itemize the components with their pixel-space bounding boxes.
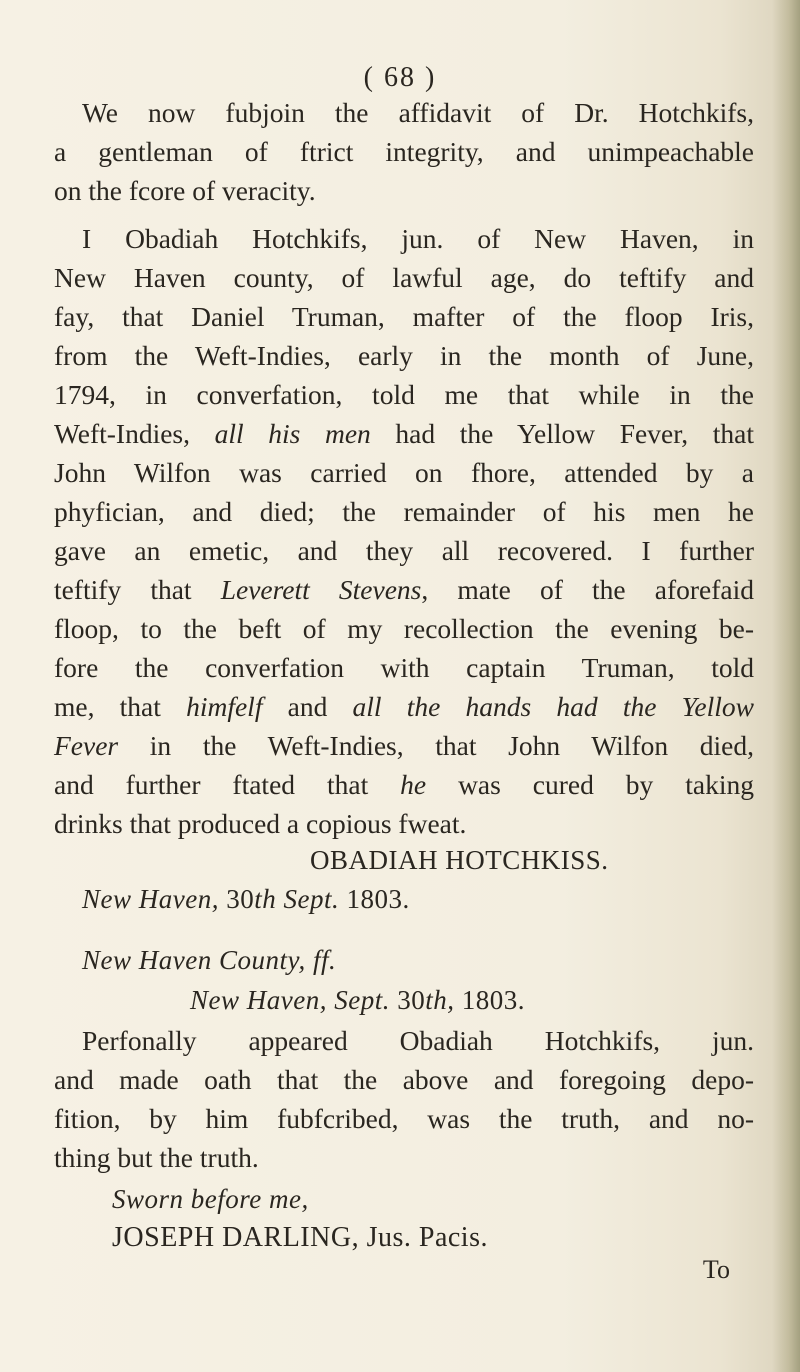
jurat-county: New Haven County, ff. (82, 945, 337, 975)
italic-span: New Haven, (82, 884, 219, 914)
text-span: in the Weft-Indies, that John Wilfon died, (118, 730, 754, 761)
italic-span: New Haven, Sept. (190, 985, 390, 1015)
text-line: drinks that produced a copious fweat. (54, 808, 467, 839)
italic-span: th, (425, 985, 455, 1015)
text-line: fore the converfation with captain Truman, told (54, 652, 754, 683)
page-number: ( 68 ) (363, 62, 437, 93)
text-span: 1803. (454, 985, 525, 1015)
text-line: on the fcore of veracity. (54, 175, 316, 206)
italic-span: Fever (54, 730, 119, 761)
page-edge-stain (772, 0, 800, 1372)
text-span: 30 (218, 884, 255, 914)
italic-span: th Sept. (254, 884, 340, 914)
text-span: Weft-Indies, (54, 418, 215, 449)
signature-name: OBADIAH HOTCHKISS. (310, 845, 609, 875)
text-line: We now fubjoin the affidavit of Dr. Hotchkifs, (82, 97, 754, 128)
text-span: was cured by taking (426, 769, 754, 800)
italic-span: he (400, 769, 427, 800)
text-line: from the Weft-Indies, early in the month of June, (54, 340, 754, 371)
jurat-sworn: Sworn before me, (112, 1184, 309, 1214)
text-line (54, 767, 754, 803)
text-line: John Wilfon was carried on fhore, attended by a (54, 457, 754, 488)
text-line: thing but the truth. (54, 1142, 259, 1173)
text-line: I Obadiah Hotchkifs, jun. of New Haven, in (82, 223, 754, 254)
text-line: 1794, in converfation, told me that while in the (54, 379, 754, 410)
text-line: gave an emetic, and they all recovered. I further (54, 535, 754, 566)
text-line: a gentleman of ftrict integrity, and unimpeachable (54, 136, 754, 167)
text-line: floop, to the beft of my recollection the evening be- (54, 613, 754, 644)
jurat-justice: JOSEPH DARLING, Jus. Pacis. (112, 1222, 488, 1253)
italic-span: all his men (214, 418, 371, 449)
text-span: had the Yellow Fever, that (370, 418, 755, 449)
text-line (54, 728, 754, 764)
text-span: 30 (389, 985, 426, 1015)
text-line: fay, that Daniel Truman, mafter of the floop Iris, (54, 301, 754, 332)
text-span: 1803. (339, 884, 410, 914)
text-line: phyfician, and died; the remainder of his men he (54, 496, 754, 527)
text-span: , mate of the aforefaid (421, 574, 754, 605)
text-span: teftify that (54, 574, 221, 605)
text-span: me, that (54, 691, 187, 722)
text-line: and made oath that the above and foregoing depo- (54, 1064, 754, 1095)
text-line (54, 416, 754, 452)
text-span: and further ftated that (54, 769, 401, 800)
catchword: To (702, 1255, 730, 1284)
italic-span: all the hands had the Yellow (352, 691, 754, 722)
text-line: New Haven county, of lawful age, do teftify and (54, 262, 754, 293)
signature-date (82, 884, 410, 915)
text-line (54, 689, 754, 725)
italic-span: Leverett Stevens (220, 574, 422, 605)
jurat-date (190, 985, 525, 1016)
text-line: fition, by him fubfcribed, was the truth, and no- (54, 1103, 754, 1134)
text-line (54, 572, 754, 608)
text-span: and (262, 691, 353, 722)
text-line: Perfonally appeared Obadiah Hotchkifs, jun. (82, 1025, 754, 1056)
italic-span: himfelf (186, 691, 263, 722)
